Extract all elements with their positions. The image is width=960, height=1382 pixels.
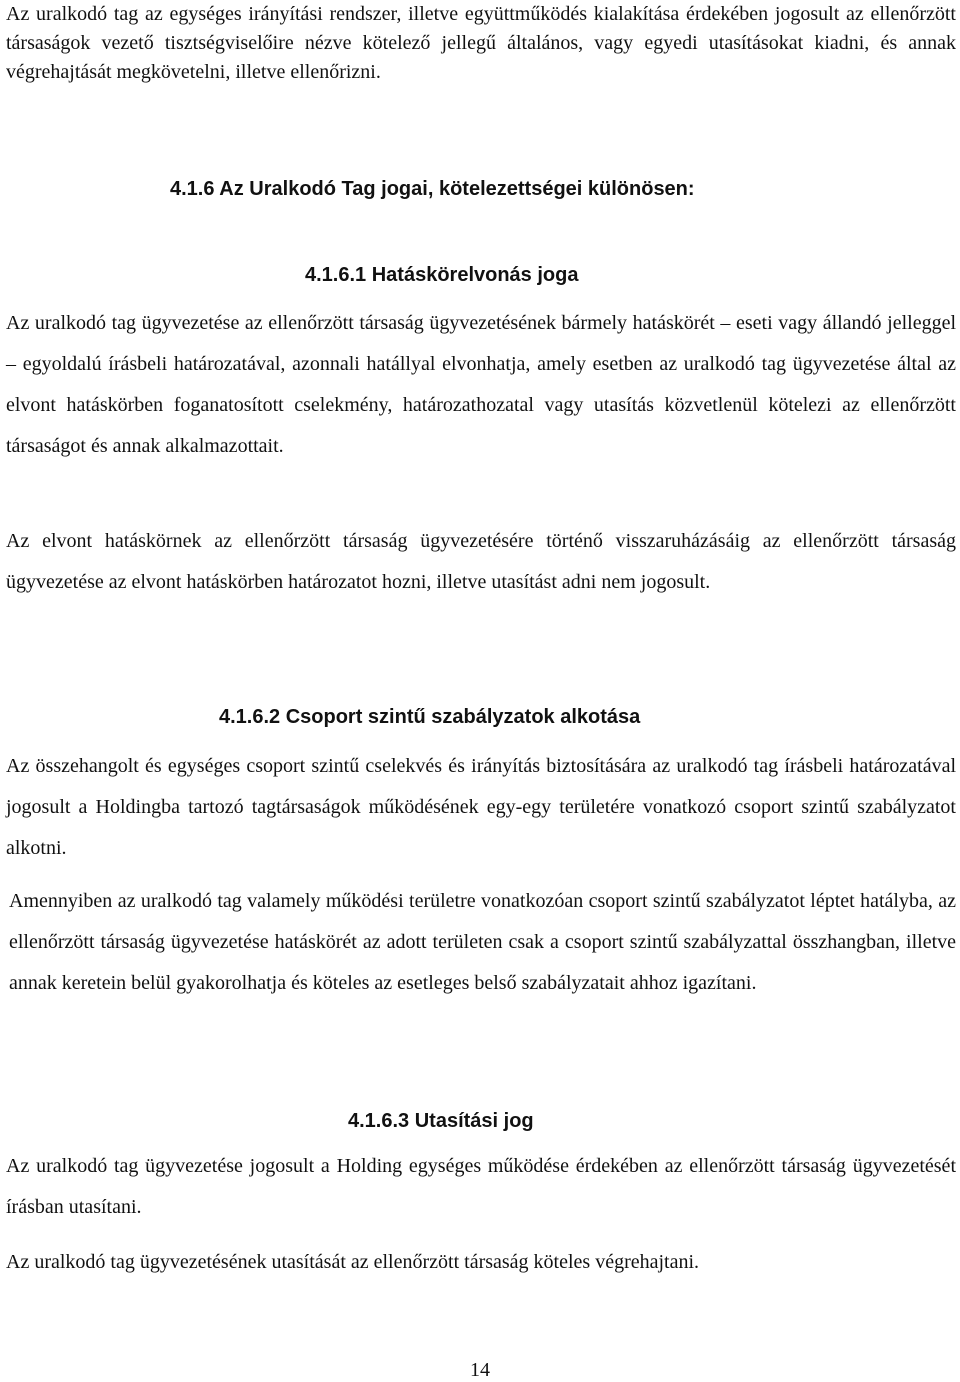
subsection-heading-utasitasi-jog: 4.1.6.3 Utasítási jog — [348, 1110, 534, 1132]
page-number: 14 — [470, 1359, 490, 1381]
paragraph: Az elvont hatáskörnek az ellenőrzött társaság ügyvezetésére történő visszaruházásáig az ellenőrzött társaság ügyvezetése az elvont hatáskörben határozatot hozni, illetve utasítást adni nem jogosult. — [6, 530, 956, 593]
intro-paragraph: Az uralkodó tag az egységes irányítási rendszer, illetve együttműködés kialakítása érdekében jogosult az ellenőrzött társaságok vezető tisztségviselőire nézve kötelező jellegű általános, vagy egyedi utasításokat kiadni, és annak végrehajtását megkövetelni, illetve ellenőrizni. — [6, 3, 956, 83]
section-heading: 4.1.6 Az Uralkodó Tag jogai, kötelezettségei különösen: — [170, 178, 695, 200]
paragraph: Az összehangolt és egységes csoport szintű cselekvés és irányítás biztosítására az uralkodó tag írásbeli határozatával jogosult a Holdingba tartozó tagtársaságok működésének egy-egy területére vonatkozó csoport szintű szabályzatot alkotni. — [6, 755, 956, 859]
paragraph: Az uralkodó tag ügyvezetésének utasítását az ellenőrzött társaság köteles végrehajtani. — [6, 1251, 700, 1273]
subsection-heading-csoport-szabalyzatok: 4.1.6.2 Csoport szintű szabályzatok alkotása — [219, 706, 641, 728]
paragraph: Az uralkodó tag ügyvezetése az ellenőrzött társaság ügyvezetésének bármely hatáskörét – eseti vagy állandó jelleggel – egyoldalú írásbeli határozatával, azonnali hatállyal elvonhatja, amely esetben az uralkodó tag ügyvezetése által az elvont hatáskörben foganatosított cselekmény, határozathozatal vagy utasítás közvetlenül kötelezi az ellenőrzött társaságot és annak alkalmazottait. — [6, 312, 956, 457]
paragraph: Amennyiben az uralkodó tag valamely működési területre vonatkozóan csoport szintű szabályzatot léptet hatályba, az ellenőrzött társaság ügyvezetése hatáskörét az adott területen csak a csoport szintű szabályzattal összhangban, illetve annak keretein belül gyakorolhatja és köteles az esetleges belső szabályzatait ahhoz igazítani. — [9, 890, 956, 994]
paragraph: Az uralkodó tag ügyvezetése jogosult a Holding egységes működése érdekében az ellenőrzött társaság ügyvezetését írásban utasítani. — [6, 1155, 956, 1218]
subsection-heading-hataskorelvonas: 4.1.6.1 Hatáskörelvonás joga — [305, 264, 579, 286]
